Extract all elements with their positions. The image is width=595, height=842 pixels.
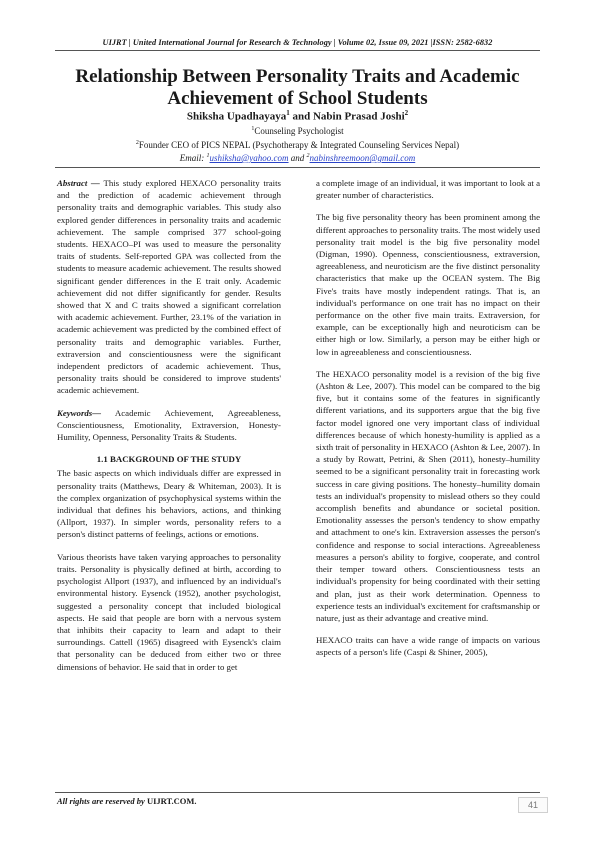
keywords-text: Academic Achievement, Agreeableness, Conscientiousness, Emotionality, Extraversion, Honesty-Humility, Openness, Personality Traits & Students. — [57, 407, 281, 443]
author-2: Nabin Prasad Joshi — [312, 110, 405, 123]
affiliation-2 — [0, 140, 595, 150]
email-and: and — [288, 153, 307, 163]
left-column — [57, 177, 281, 683]
author-line — [0, 109, 595, 123]
email-label: Email: — [179, 153, 207, 163]
affiliation-2-sup: 2 — [135, 140, 139, 146]
email-line — [0, 153, 595, 163]
affiliation-2-text: Founder CEO of PICS NEPAL (Psychotherapy & Integrated Counseling Services Nepal) — [138, 140, 460, 150]
author-1: Shiksha Upadhayaya — [186, 110, 287, 123]
author-and: and — [289, 110, 313, 123]
footer-rights — [57, 796, 197, 806]
body-paragraph: a complete image of an individual, it was important to look at a greater number of characteristics. — [316, 178, 540, 201]
affiliation-1-sup: 1 — [251, 126, 255, 132]
body-paragraph: Various theorists have taken varying approaches to personality traits. Personality is physically defined at birth, according to psychologist Allport (1937), and influenced by an individual's environmental history. Eysenck (1952), another psychologist, suggested a personality concept that included biological aspects. He said that people are born with a nervous system that inhibits their capacity to learn and adapt to their surroundings. Cattell (1965) disagreed with Eysenck's claim that personality can be deduced from either two or three dimensions of behavior. He said that in order to get — [57, 551, 281, 672]
abstract-paragraph — [57, 177, 281, 397]
body-paragraph: The HEXACO personality model is a revision of the big five (Ashton & Lee, 2007). This model can be compared to the big five, but it contains some of the features in significantly different variations, and its supporters argue that the big five factor model ignored one very important class of individual differences because of which honesty-humility is applied as a sixth trait of personality in HEXACO (Ashton & Lee, 2007). In a study by Rowatt, Petrini, & Shen (2011), honesty–humility seemed to be a significant personality trait in forecasting work success in care giving positions. The honesty–humility domain tests an individual's propensity to mislead others so they could accomplish benefits and abundance or societal position. Emotionality assesses the person's tendency to show empathy and attachment to one's kin. Extraversion assesses the person's confidence and response to social interactions. Agreeableness measures a person's ability to forgive, cooperate, and control their temper toward others. Conscientiousness tests an individual's propensity for being coordinated with their setting and plan, just as their work determination. Openness to experience tests an individual's excitement for craftsmanship or nature, just as their advantage and creative mind. — [316, 368, 540, 623]
author-2-sup: 2 — [404, 109, 409, 117]
affiliation-1-text: Counseling Psychologist — [254, 126, 344, 136]
header-divider — [55, 50, 540, 51]
section-heading: 1.1 BACKGROUND OF THE STUDY — [96, 454, 242, 465]
footer-divider — [55, 792, 540, 793]
paper-title: Relationship Between Personality Traits and Academic Achievement of School Students — [75, 66, 520, 109]
body-paragraph: HEXACO traits can have a wide range of impacts on various aspects of a person's life (Caspi & Shiner, 2005), — [316, 635, 540, 658]
abstract-text: This study explored HEXACO personality traits and the prediction of academic achievement through personality traits and demographic variables. This study also explored gender differences in personality traits and academic achievement. The sample comprised 377 school-going students. HEXACO–PI was used to measure the personality traits of students. Self-reported GPA was collected from the students to measure academic achievement. The results showed significant gender differences in the E trait only. Academic achievement did not differ significantly for gender. Results showed that X and C traits showed a significant correlation with academic achievement. Further, 23.1% of the variation in academic achievement was predicted by the combined effect of personality traits and demographic variables. Further, extraversion and conscientiousness were the significant independent predictors of academic achievement. Thus, personality traits should be considered to improve students' academic achievement. — [57, 178, 281, 396]
right-column — [316, 177, 540, 669]
keywords-paragraph — [57, 407, 281, 444]
page-number: 41 — [518, 797, 548, 813]
body-divider — [55, 167, 540, 168]
author-1-sup: 1 — [286, 109, 290, 117]
keywords-label: Keywords— — [57, 407, 101, 418]
email-1-link[interactable]: ushiksha@yahoo.com — [209, 153, 289, 163]
affiliation-1 — [0, 126, 595, 136]
email-2-link[interactable]: nabinshreemoon@gmail.com — [309, 153, 416, 163]
email-2-sup: 2 — [306, 153, 310, 159]
body-paragraph: The basic aspects on which individuals differ are expressed in personality traits (Matthews, Deary & Whiteman, 2003). It is the complex organization of psychophysical systems within the individual that defines his behaviors, actions, and thinking (Allport, 1937). In simpler words, personality refers to a person's distinct patterns of feelings, actions or emotions. — [57, 468, 281, 540]
abstract-label: Abstract — — [57, 178, 100, 188]
body-paragraph: The big five personality theory has been prominent among the different approaches to personality traits. The most widely used personality trait model is the big five personality model (Digman, 1990). Openness, conscientiousness, extraversion, agreeableness, and neuroticism are the five distinct personality characteristics that make up the OCEAN system. The Big Five's traits have mostly independent ratings. That is, an individual's performance on one trait has no impact on their performance on the other five main traits. Extraversion, for example, can be exceptionally high and neuroticism can be either high or low. Similarly, a person may be either high or low in agreeableness and conscientiousness. — [316, 212, 540, 357]
footer-rights-text: All rights are reserved by — [57, 796, 147, 806]
running-header: UIJRT | United International Journal for Research & Technology | Volume 02, Issue 09, 2021 |ISSN: 2582-6832 — [102, 38, 493, 47]
footer-site-link[interactable]: UIJRT.COM. — [146, 796, 197, 806]
email-1-sup: 1 — [206, 153, 210, 159]
